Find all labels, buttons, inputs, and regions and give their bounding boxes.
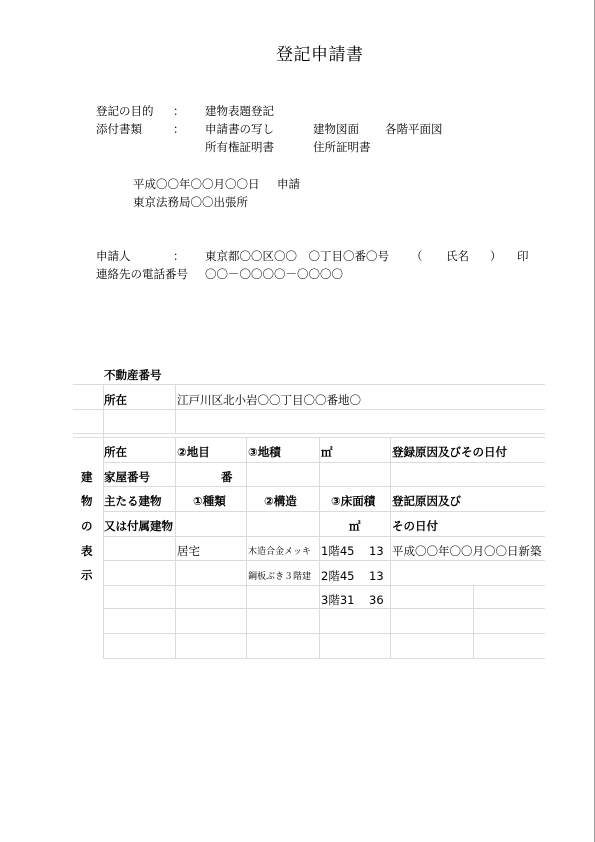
purpose-label: 登記の目的 <box>96 104 154 118</box>
floor-area-decimal: 13 <box>369 569 384 583</box>
side-label-char: 表 <box>81 544 93 558</box>
floor-area-decimal: 13 <box>369 544 384 558</box>
attachments-label: 添付書類 <box>96 122 142 136</box>
annex-label: 又は付属建物 <box>104 519 173 533</box>
paren-open: （ <box>411 249 423 263</box>
side-label-char: 物 <box>81 494 93 508</box>
floor-area-unit: ㎡ <box>349 519 361 533</box>
reg-cause-value: 平成〇〇年〇〇月〇〇日新築 <box>392 544 542 558</box>
applicant-label: 申請人 <box>96 249 131 263</box>
floor-area-label: ③床面積 <box>331 494 376 508</box>
contact-phone: 〇〇－〇〇〇〇－〇〇〇〇 <box>205 267 343 281</box>
seal-mark: 印 <box>517 249 529 263</box>
attachment-item: 住所証明書 <box>313 140 371 154</box>
reg-cause-label: 登記原因及び <box>392 494 461 508</box>
paren-close: ） <box>490 249 502 263</box>
structure-label: ②構造 <box>264 494 297 508</box>
area-label: ③地積 <box>248 445 281 459</box>
purpose-value: 建物表題登記 <box>205 104 274 118</box>
property-location-value: 江戸川区北小岩〇〇丁目〇〇番地〇 <box>177 393 361 407</box>
floor-area-value: 3階31 <box>321 593 355 607</box>
contact-label: 連絡先の電話番号 <box>96 267 188 281</box>
application-action: 申請 <box>277 177 300 191</box>
floor-area-value: 1階45 <box>321 544 355 558</box>
reg-cause-date-label: 登録原因及びその日付 <box>392 445 507 459</box>
registry-office: 東京法務局〇〇出張所 <box>133 195 248 209</box>
applicant-name-placeholder: 氏名 <box>446 249 469 263</box>
application-date: 平成〇〇年〇〇月〇〇日 <box>133 177 260 191</box>
purpose-colon: ： <box>173 104 185 118</box>
house-number-label: 家屋番号 <box>104 470 150 484</box>
property-location-label: 所在 <box>104 393 127 407</box>
attachments-colon: ： <box>173 122 185 136</box>
kind-value: 居宅 <box>177 544 200 558</box>
area-unit: ㎡ <box>321 445 333 459</box>
reg-cause-label: その日付 <box>392 519 438 533</box>
attachment-item: 各階平面図 <box>385 122 443 136</box>
applicant-colon: ： <box>173 249 185 263</box>
building-location-label: 所在 <box>104 445 127 459</box>
floor-area-value: 2階45 <box>321 569 355 583</box>
side-label-char: の <box>81 519 93 533</box>
applicant-address: 東京都〇〇区〇〇 〇丁目〇番〇号 <box>205 249 389 263</box>
side-label-char: 示 <box>81 568 93 582</box>
side-label-char: 建 <box>81 470 93 484</box>
attachment-item: 所有権証明書 <box>205 140 274 154</box>
number-suffix: 番 <box>221 470 233 484</box>
structure-value: 木造合金メッキ <box>248 547 312 557</box>
land-type-label: ②地目 <box>177 445 210 459</box>
floor-area-decimal: 36 <box>369 593 384 607</box>
attachment-item: 建物図面 <box>313 122 359 136</box>
page-title: 登記申請書 <box>276 45 364 65</box>
property-number-label: 不動産番号 <box>104 368 162 382</box>
attachment-item: 申請書の写し <box>205 122 274 136</box>
main-building-label: 主たる建物 <box>104 494 162 508</box>
structure-value: 鋼板ぶき３階建 <box>248 572 312 582</box>
kind-label: ①種類 <box>193 494 226 508</box>
